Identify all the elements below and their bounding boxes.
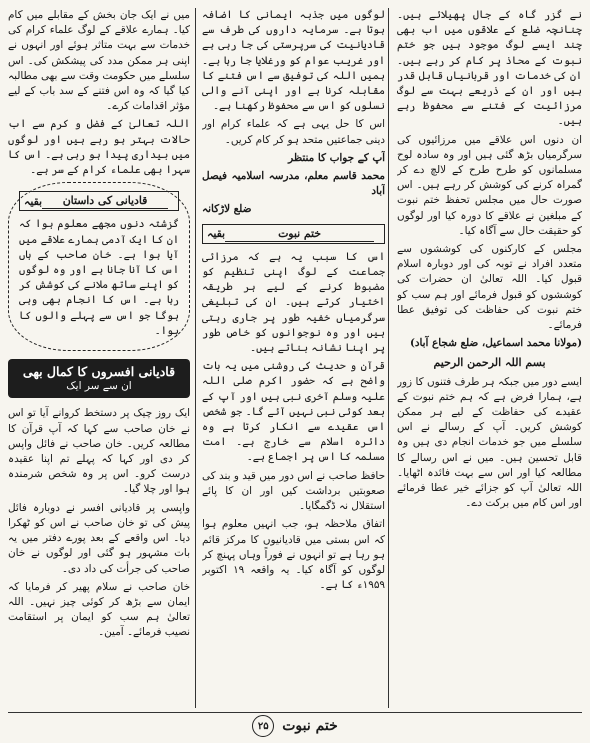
signature-place: ضلع لاڑکانہ	[202, 203, 252, 216]
footer-divider	[8, 712, 582, 713]
continuation-title: ختم نبوت	[225, 226, 374, 242]
story-text: گزشتہ دنوں مجھے معلوم ہوا کہ ان کا ایک آدمی ہمارے علاقے میں آیا ہوا ہے۔ خان صاحب کے ہاں اس کا آنا جانا ہے اور وہ لوگوں کو اپنے ساتھ ملانے کی کوشش کر رہا ہے۔ اس کا انجام بھی وہی ہوگا جو اس سے پہلے والوں کا ہوا۔	[19, 218, 179, 337]
signature-intro: آپ کے جواب کا منتظر	[288, 151, 385, 164]
signature-name: محمد قاسم معلم، مدرسہ اسلامیہ فیصل آباد	[202, 170, 385, 198]
magazine-name: ختم نبوت	[282, 718, 338, 734]
story-label: بقیہ	[24, 194, 43, 208]
paragraph: حافظ صاحب نے اس دور میں قید و بند کی صعوبتیں برداشت کیں اور ان کا پائے استقلال نہ ڈگمگایا۔	[202, 469, 385, 513]
paragraph: اللہ تعالیٰ کے فضل و کرم سے اب حالات بہتر ہو رہے ہیں اور لوگوں میں بیداری پیدا ہو رہی ہے۔ اس کا سہرا بھی علماء کرام کے سر ہے۔	[8, 118, 190, 177]
continuation-box	[202, 224, 385, 244]
paragraph: اتفاق ملاحظہ ہو، جب انہیں معلوم ہوا کہ اس بستی میں قادیانیوں کا مرکز قائم ہو رہا ہے تو انہوں نے فوراً وہاں پہنچ کر لوگوں کو آگاہ کیا۔ یہ واقعہ ۱۹ اکتوبر ۱۹۵۹ء کا ہے۔	[202, 518, 385, 592]
paragraph: قرآن و حدیث کی روشنی میں یہ بات واضح ہے کہ حضور اکرم صلی اللہ علیہ وسلم آخری نبی ہیں اور آپ کے بعد کوئی نبی نہیں آئے گا۔ جو شخص اس عقیدے سے انکار کرتا ہے وہ دائرہ اسلام سے خارج ہے۔ امت مسلمہ کا اس پر اجماع ہے۔	[202, 360, 385, 464]
column-divider	[388, 8, 389, 708]
continuation-label: بقیہ	[207, 227, 226, 241]
paragraph: ایسے دور میں جبکہ ہر طرف فتنوں کا زور ہے، ہمارا فرض ہے کہ ہم ختم نبوت کے عقیدے کی حفاظت کے لیے ہر ممکن کوشش کریں۔ آپ کے رسالے نے اس سلسلے میں جو خدمات انجام دی ہیں وہ قابل تحسین ہیں۔ میں نے اس رسالے کا مطالعہ کیا اور اس سے بہت فائدہ اٹھایا۔ اللہ تعالیٰ آپ کو جزائے خیر عطا فرمائے اور اس کام میں برکت دے۔	[397, 375, 582, 510]
paragraph: میں نے ایک جان بخش کے مقابلے میں کام کیا۔ ہمارے علاقے کے لوگ علماء کرام کی خدمات سے بہت متاثر ہوئے اور انہوں نے اپنی ہر ممکن مدد کی پیشکش کی۔ اس سلسلے میں حکومت وقت سے بھی مطالبہ کیا گیا کہ وہ اس فتنے کے سد باب کے لیے مؤثر اقدامات کرے۔	[8, 9, 190, 113]
paragraph: لوگوں میں جذبہ ایمانی کا اضافہ ہوتا ہے۔ سرمایہ داروں کی طرف سے قادیانیت کی سرپرستی کی جا رہی ہے اور غریب عوام کو ورغلایا جا رہا ہے۔ ہمیں اللہ کی توفیق سے اس فتنے کا مقابلہ کرنا ہے اور اپنی آنے والی نسلوں کو اس سے محفوظ رکھنا ہے۔	[202, 9, 385, 113]
banner-title: قادیانی افسروں کا کمال بھی	[22, 364, 176, 380]
story-title: قادیانی کی داستان	[42, 193, 168, 209]
paragraph: اس کا سبب یہ ہے کہ مرزائی جماعت کے لوگ اپنی تنظیم کو مضبوط کرنے کے لیے ہر طریقہ اختیار کرتے ہیں۔ ان کی تبلیغی سرگرمیاں خفیہ طور پر جاری رہتی ہیں اور وہ نوجوانوں کو خاص طور پر اپنا نشانہ بناتے ہیں۔	[202, 250, 385, 355]
paragraph: واپسی پر قادیانی افسر نے دوبارہ فائل پیش کی تو خان صاحب نے اس کو ٹھکرا دیا۔ اس واقعے کے بعد پورے دفتر میں یہ بات مشہور ہو گئی اور لوگوں نے خان صاحب کی جرأت کی داد دی۔	[8, 501, 190, 575]
paragraph: مجلس کے کارکنوں کی کوششوں سے متعدد افراد نے توبہ کی اور دوبارہ اسلام قبول کیا۔ اللہ تعالیٰ ان حضرات کی کوششوں کو قبول فرمائے اور ہم سب کو ختم نبوت کی حفاظت کی توفیق عطا فرمائے۔	[397, 243, 582, 332]
paragraph: ایک روز چیک پر دستخط کروانے آیا تو اس نے خان صاحب سے کہا کہ آپ قرآن کا مطالعہ کریں۔ خان صاحب نے فائل واپس کر دی اور کہا کہ پہلے تم اپنا عقیدہ درست کرو۔ اس پر وہ شخص شرمندہ ہوا اور چلا گیا۔	[8, 407, 190, 496]
banner-subtitle: ان سے سر ایک	[66, 380, 132, 393]
page-number: ۲۵	[252, 715, 274, 737]
left-column	[8, 8, 190, 708]
story-oval-box	[8, 182, 190, 351]
paragraph: ان دنوں اس علاقے میں مرزائیوں کی سرگرمیاں بڑھ گئی ہیں اور وہ سادہ لوح مسلمانوں کو طرح طرح کے لالچ دے کر گمراہ کرنے کی کوشش کر رہے ہیں۔ اس صورت حال میں مجلس تحفظ ختم نبوت کے مبلغین نے علاقے کا دورہ کیا اور لوگوں کو حقیقت حال سے آگاہ کیا۔	[397, 133, 582, 237]
story-header	[19, 191, 179, 211]
paragraph: خان صاحب نے سلام پھیر کر فرمایا کہ ایمان سے بڑھ کر کوئی چیز نہیں۔ اللہ تعالیٰ ہم سب کو ایمان پر استقامت نصیب فرمائے۔ آمین۔	[8, 580, 190, 639]
headline-banner	[8, 359, 190, 398]
middle-column	[202, 8, 385, 708]
paragraph: نے گزر گاہ کے جال پھیلائے ہیں۔ چنانچہ ضلع کے علاقوں میں اب بھی چند ایسے لوگ موجود ہیں جو ختم نبوت کے محاذ پر کام کر رہے ہیں۔ ان کی خدمات اور قربانیاں قابل قدر ہیں اور ان کے ذریعے بہت سے لوگ مرزائیت کے فتنے سے محفوظ رہے ہیں۔	[397, 9, 582, 128]
signature: (مولانا محمد اسماعیل، ضلع شجاع آباد)	[409, 337, 582, 350]
right-column	[397, 8, 582, 708]
bismillah-heading: بسم اللہ الرحمن الرحیم	[433, 356, 546, 370]
column-divider	[195, 8, 196, 708]
paragraph: اس کا حل یہی ہے کہ علماء کرام اور دینی جماعتیں متحد ہو کر کام کریں۔	[202, 118, 385, 146]
page-footer	[0, 715, 590, 737]
